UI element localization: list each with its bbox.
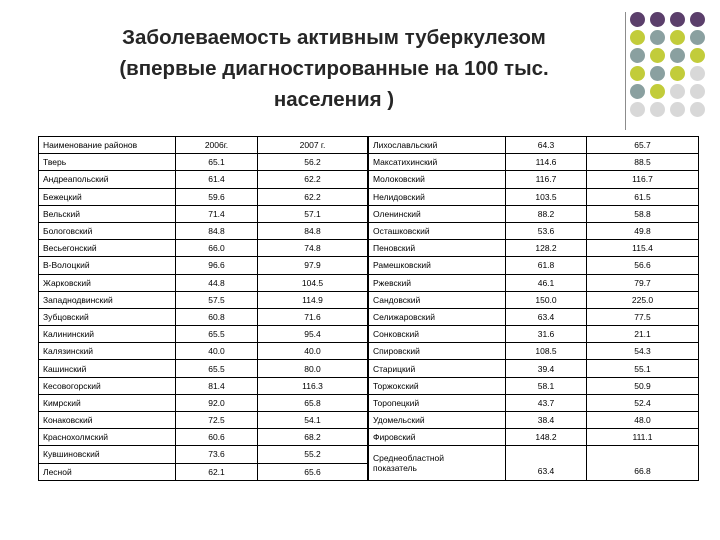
decorative-dot [670,66,685,81]
district-cell: Весьегонский [39,240,176,257]
table-row [369,257,699,274]
value-2007-cell: 40.0 [258,343,368,360]
header-district: Наименование районов [39,137,176,154]
table-row [369,429,699,446]
district-cell: Максатихинский [369,154,506,171]
value-2007-cell: 66.8 [587,446,699,480]
district-cell: Спировский [369,343,506,360]
value-2007-cell: 225.0 [587,291,699,308]
table-row [369,171,699,188]
table-row [369,291,699,308]
value-2006-cell: 57.5 [176,291,258,308]
value-2007-cell: 54.1 [258,412,368,429]
table-row [369,308,699,325]
district-cell: Тверь [39,154,176,171]
district-cell: Кувшиновский [39,446,176,463]
district-cell: Жарковский [39,274,176,291]
district-cell: Торжокский [369,377,506,394]
decorative-dot [650,66,665,81]
table-row [39,326,368,343]
district-cell: Лесной [39,463,176,480]
decorative-dot [670,84,685,99]
value-2006-cell: 73.6 [176,446,258,463]
district-cell: Торопецкий [369,394,506,411]
title-line-2: (впервые диагностированные на 100 тыс. [119,57,549,80]
table-row [369,137,699,154]
value-2007-cell: 116.7 [587,171,699,188]
decorative-dot [670,12,685,27]
value-2006-cell: 46.1 [506,274,587,291]
value-2006-cell: 66.0 [176,240,258,257]
table-row [39,257,368,274]
table-row [39,274,368,291]
table-row [39,377,368,394]
district-cell: Фировский [369,429,506,446]
value-2006-cell: 116.7 [506,171,587,188]
decorative-dot [690,66,705,81]
table-row [39,188,368,205]
decorative-dot [630,48,645,63]
value-2007-cell: 61.5 [587,188,699,205]
decorative-dot [690,30,705,45]
value-2007-cell: 74.8 [258,240,368,257]
decorative-dot [650,84,665,99]
district-cell: Краснохолмский [39,429,176,446]
value-2007-cell: 55.2 [258,446,368,463]
value-2007-cell: 56.2 [258,154,368,171]
table-row [39,429,368,446]
value-2006-cell: 65.5 [176,326,258,343]
value-2007-cell: 88.5 [587,154,699,171]
decorative-dot [650,48,665,63]
value-2007-cell: 111.1 [587,429,699,446]
value-2007-cell: 55.1 [587,360,699,377]
value-2006-cell: 44.8 [176,274,258,291]
value-2006-cell: 65.1 [176,154,258,171]
table-row [369,240,699,257]
district-cell: Лихославльский [369,137,506,154]
value-2007-cell: 49.8 [587,222,699,239]
table-row [39,394,368,411]
value-2007-cell: 68.2 [258,429,368,446]
table-row [39,154,368,171]
decorative-dot [630,12,645,27]
table-row [39,446,368,463]
value-2006-cell: 63.4 [506,308,587,325]
table-row [39,291,368,308]
value-2006-cell: 53.6 [506,222,587,239]
value-2006-cell: 128.2 [506,240,587,257]
table-row [39,171,368,188]
table-row [369,343,699,360]
district-cell: В-Волоцкий [39,257,176,274]
district-cell: Зубцовский [39,308,176,325]
value-2007-cell: 58.8 [587,205,699,222]
district-cell: Кашинский [39,360,176,377]
value-2006-cell: 61.4 [176,171,258,188]
district-cell: Конаковский [39,412,176,429]
decorative-dot [690,48,705,63]
value-2007-cell: 57.1 [258,205,368,222]
value-2007-cell: 95.4 [258,326,368,343]
summary-label-line-2: показатель [373,463,417,474]
title-line-1: Заболеваемость активным туберкулезом [122,26,546,49]
value-2006-cell: 59.6 [176,188,258,205]
value-2007-cell: 115.4 [587,240,699,257]
table-row [369,154,699,171]
decorative-dot [650,12,665,27]
district-cell: Пеновский [369,240,506,257]
value-2006-cell: 31.6 [506,326,587,343]
table-row [369,274,699,291]
district-cell: Осташковский [369,222,506,239]
value-2006-cell: 39.4 [506,360,587,377]
district-cell: Бологовский [39,222,176,239]
district-cell: Нелидовский [369,188,506,205]
value-2006-cell: 150.0 [506,291,587,308]
summary-label-cell [369,446,506,480]
district-cell: Молоковский [369,171,506,188]
value-2006-cell: 60.6 [176,429,258,446]
table-row [39,222,368,239]
value-2006-cell: 114.6 [506,154,587,171]
value-2006-cell: 62.1 [176,463,258,480]
decorative-dot [690,102,705,117]
value-2006-cell: 88.2 [506,205,587,222]
district-cell: Сонковский [369,326,506,343]
district-cell: Андреапольский [39,171,176,188]
district-cell: Вельский [39,205,176,222]
title-line-3: населения ) [273,88,395,111]
decorative-dot [670,30,685,45]
table-row [369,360,699,377]
value-2007-cell: 71.6 [258,308,368,325]
value-2006-cell: 64.3 [506,137,587,154]
decorative-dot [690,12,705,27]
value-2006-cell: 40.0 [176,343,258,360]
decorative-dot [670,48,685,63]
table-row [39,205,368,222]
table-row [369,205,699,222]
value-2007-cell: 62.2 [258,171,368,188]
table-row [369,326,699,343]
decorative-dot [630,84,645,99]
value-2006-cell: 71.4 [176,205,258,222]
table-row [369,188,699,205]
table-row [369,377,699,394]
district-cell: Старицкий [369,360,506,377]
value-2006-cell: 81.4 [176,377,258,394]
decorative-dot [690,84,705,99]
summary-row [369,446,699,480]
value-2006-cell: 60.8 [176,308,258,325]
value-2006-cell: 38.4 [506,412,587,429]
table-row [369,412,699,429]
district-cell: Западнодвинский [39,291,176,308]
district-cell: Калининский [39,326,176,343]
district-cell: Удомельский [369,412,506,429]
value-2006-cell: 72.5 [176,412,258,429]
value-2007-cell: 56.6 [587,257,699,274]
value-2006-cell: 84.8 [176,222,258,239]
value-2006-cell: 92.0 [176,394,258,411]
decorative-dot-grid [626,8,718,113]
value-2006-cell: 43.7 [506,394,587,411]
district-cell: Бежецкий [39,188,176,205]
value-2006-cell: 103.5 [506,188,587,205]
table-header-row [39,137,368,154]
decorative-dot [630,102,645,117]
value-2007-cell: 77.5 [587,308,699,325]
right-incidence-table [368,136,699,481]
left-incidence-table [38,136,368,481]
value-2006-cell: 108.5 [506,343,587,360]
district-cell: Сандовский [369,291,506,308]
value-2006-cell: 96.6 [176,257,258,274]
decorative-dot [670,102,685,117]
table-row [39,240,368,257]
district-cell: Калязинский [39,343,176,360]
table-row [39,360,368,377]
value-2007-cell: 79.7 [587,274,699,291]
value-2007-cell: 97.9 [258,257,368,274]
value-2006-cell: 148.2 [506,429,587,446]
value-2007-cell: 52.4 [587,394,699,411]
table-row [369,394,699,411]
table-row [39,463,368,480]
value-2007-cell: 65.8 [258,394,368,411]
value-2007-cell: 21.1 [587,326,699,343]
value-2007-cell: 54.3 [587,343,699,360]
district-cell: Оленинский [369,205,506,222]
table-row [369,222,699,239]
decorative-dot [630,30,645,45]
decorative-dot [650,30,665,45]
value-2006-cell: 58.1 [506,377,587,394]
value-2006-cell: 63.4 [506,446,587,480]
district-cell: Рамешковский [369,257,506,274]
value-2007-cell: 48.0 [587,412,699,429]
table-row [39,308,368,325]
district-cell: Селижаровский [369,308,506,325]
slide-title [60,22,608,115]
district-cell: Ржевский [369,274,506,291]
value-2007-cell: 114.9 [258,291,368,308]
table-row [39,343,368,360]
value-2006-cell: 65.5 [176,360,258,377]
value-2007-cell: 104.5 [258,274,368,291]
header-2007: 2007 г. [258,137,368,154]
decorative-dot [630,66,645,81]
district-cell: Кимрский [39,394,176,411]
decorative-dot [650,102,665,117]
summary-label-line-1: Среднеобластной [373,453,445,464]
value-2007-cell: 50.9 [587,377,699,394]
value-2007-cell: 116.3 [258,377,368,394]
value-2007-cell: 84.8 [258,222,368,239]
value-2007-cell: 80.0 [258,360,368,377]
header-2006: 2006г. [176,137,258,154]
value-2006-cell: 61.8 [506,257,587,274]
value-2007-cell: 65.7 [587,137,699,154]
value-2007-cell: 65.6 [258,463,368,480]
district-cell: Кесовогорский [39,377,176,394]
value-2007-cell: 62.2 [258,188,368,205]
table-row [39,412,368,429]
